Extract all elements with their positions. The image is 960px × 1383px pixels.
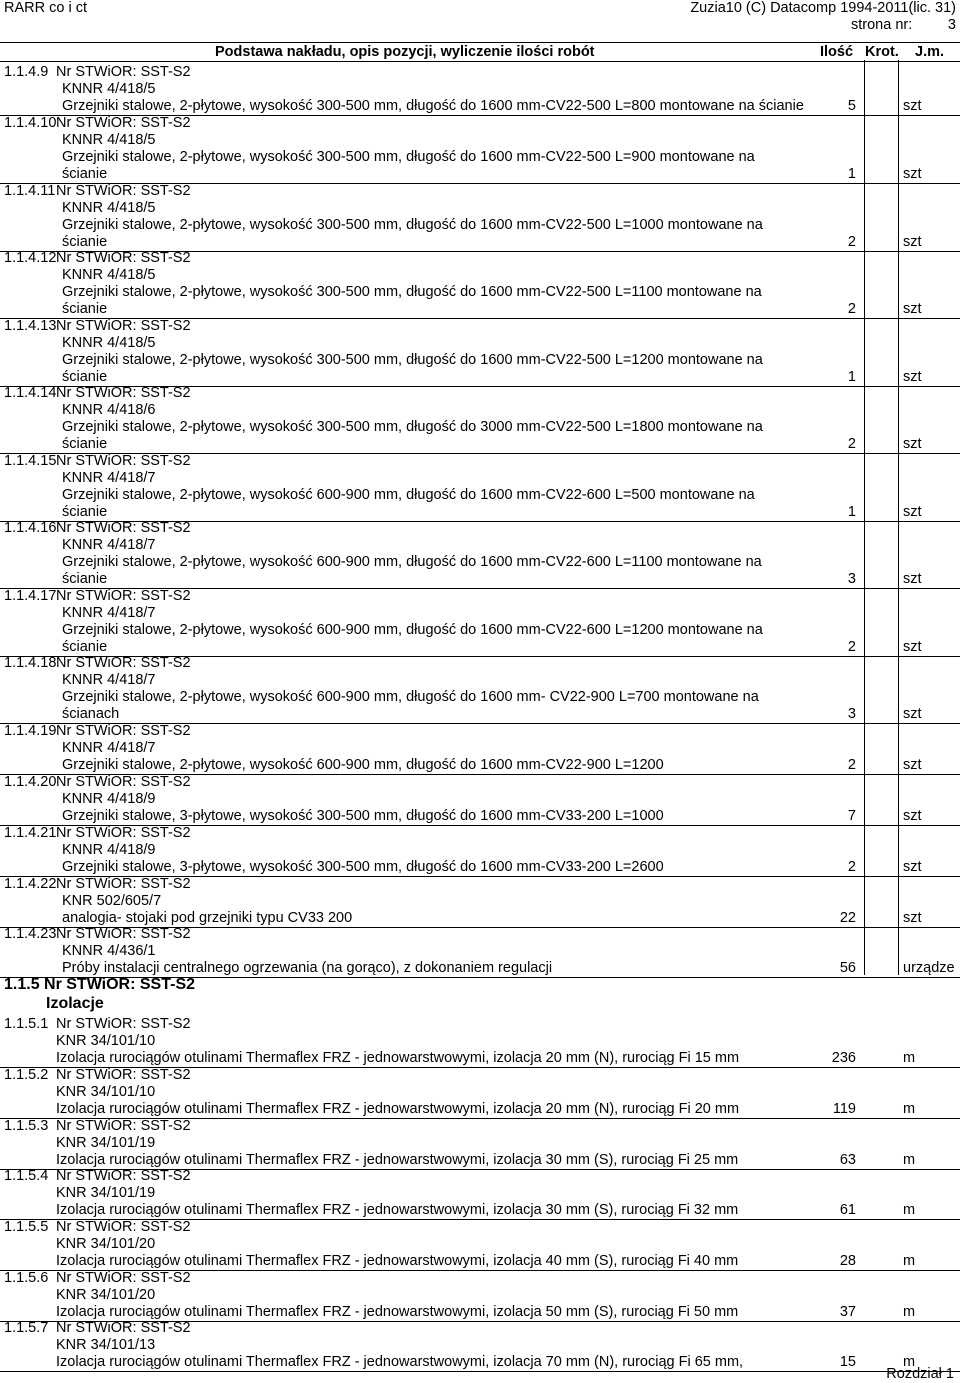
item-knr: KNNR 4/418/7 bbox=[62, 470, 156, 486]
column-divider bbox=[898, 60, 899, 975]
program-title: RARR co i ct bbox=[4, 0, 87, 16]
item-unit: szt bbox=[903, 234, 922, 250]
item-knr: KNR 34/101/10 bbox=[56, 1084, 156, 1100]
item-description: Izolacja rurociągów otulinami Thermaflex FRZ - jednowarstwowymi, izolacja 20 mm (N), rurociąg Fi 15 mm bbox=[56, 1050, 740, 1066]
item-description: Grzejniki stalowe, 2-płytowe, wysokość 600-900 mm, długość do 1600 mm-CV22-600 L=500 montowane na bbox=[62, 487, 755, 503]
item-knr: KNR 34/101/19 bbox=[56, 1135, 156, 1151]
item-description: Izolacja rurociągów otulinami Thermaflex FRZ - jednowarstwowymi, izolacja 40 mm (S), rurociąg Fi 40 mm bbox=[56, 1253, 739, 1269]
item-stwior: Nr STWiOR: SST-S2 bbox=[56, 723, 191, 739]
item-quantity: 56 bbox=[839, 960, 856, 976]
item-knr: KNNR 4/418/9 bbox=[62, 842, 156, 858]
chapter-footer: Rozdział 1 bbox=[886, 1366, 954, 1382]
item-knr: KNR 34/101/19 bbox=[56, 1185, 156, 1201]
item-position: 1.1.5.6 bbox=[4, 1270, 49, 1286]
item-description: Izolacja rurociągów otulinami Thermaflex FRZ - jednowarstwowymi, izolacja 20 mm (N), rurociąg Fi 20 mm bbox=[56, 1101, 740, 1117]
item-position: 1.1.4.17 bbox=[4, 588, 57, 604]
item-description: Grzejniki stalowe, 3-płytowe, wysokość 300-500 mm, długość do 1600 mm-CV33-200 L=2600 bbox=[62, 859, 664, 875]
item-unit: m bbox=[903, 1253, 916, 1269]
item-knr: KNR 34/101/10 bbox=[56, 1033, 156, 1049]
item-position: 1.1.4.12 bbox=[4, 250, 57, 266]
item-position: 1.1.5.3 bbox=[4, 1118, 49, 1134]
item-position: 1.1.5.5 bbox=[4, 1219, 49, 1235]
header-top-rule bbox=[0, 42, 960, 43]
item-position: 1.1.4.13 bbox=[4, 318, 57, 334]
item-knr: KNNR 4/418/5 bbox=[62, 335, 156, 351]
item-quantity: 2 bbox=[847, 859, 856, 875]
item-position: 1.1.4.21 bbox=[4, 825, 57, 841]
item-unit: szt bbox=[903, 571, 922, 587]
item-description: Próby instalacji centralnego ogrzewania (na gorąco), z dokonaniem regulacji bbox=[62, 960, 553, 976]
column-header-description: Podstawa nakładu, opis pozycji, wyliczenie ilości robót bbox=[215, 44, 595, 60]
item-unit: szt bbox=[903, 166, 922, 182]
item-knr: KNR 34/101/20 bbox=[56, 1236, 156, 1252]
item-description: Grzejniki stalowe, 2-płytowe, wysokość 300-500 mm, długość do 3000 mm-CV22-500 L=1800 montowane na bbox=[62, 419, 763, 435]
item-position: 1.1.4.23 bbox=[4, 926, 57, 942]
item-stwior: Nr STWiOR: SST-S2 bbox=[56, 774, 191, 790]
item-quantity: 28 bbox=[839, 1253, 856, 1269]
item-knr: KNNR 4/418/5 bbox=[62, 132, 156, 148]
item-stwior: Nr STWiOR: SST-S2 bbox=[56, 1270, 191, 1286]
item-position: 1.1.4.16 bbox=[4, 520, 57, 536]
item-quantity: 7 bbox=[847, 808, 856, 824]
item-position: 1.1.5.2 bbox=[4, 1067, 49, 1083]
item-unit: szt bbox=[903, 301, 922, 317]
item-knr: KNNR 4/418/7 bbox=[62, 605, 156, 621]
item-description: Grzejniki stalowe, 2-płytowe, wysokość 600-900 mm, długość do 1600 mm-CV22-600 L=1200 montowane na bbox=[62, 622, 763, 638]
item-stwior: Nr STWiOR: SST-S2 bbox=[56, 655, 191, 671]
item-position: 1.1.5.1 bbox=[4, 1016, 49, 1032]
item-description: Grzejniki stalowe, 2-płytowe, wysokość 300-500 mm, długość do 1600 mm-CV22-500 L=1100 montowane na bbox=[62, 284, 762, 300]
item-stwior: Nr STWiOR: SST-S2 bbox=[56, 318, 191, 334]
item-quantity: 1 bbox=[847, 369, 856, 385]
item-stwior: Nr STWiOR: SST-S2 bbox=[56, 1067, 191, 1083]
item-unit: szt bbox=[903, 910, 922, 926]
item-description: ścianie bbox=[62, 639, 108, 655]
item-knr: KNNR 4/418/5 bbox=[62, 200, 156, 216]
item-stwior: Nr STWiOR: SST-S2 bbox=[56, 1016, 191, 1032]
item-unit: szt bbox=[903, 706, 922, 722]
item-quantity: 236 bbox=[831, 1050, 856, 1066]
item-knr: KNNR 4/418/7 bbox=[62, 537, 156, 553]
item-stwior: Nr STWiOR: SST-S2 bbox=[56, 1320, 191, 1336]
item-quantity: 2 bbox=[847, 234, 856, 250]
item-quantity: 5 bbox=[847, 98, 856, 114]
item-quantity: 22 bbox=[839, 910, 856, 926]
item-stwior: Nr STWiOR: SST-S2 bbox=[56, 250, 191, 266]
item-unit: szt bbox=[903, 859, 922, 875]
item-quantity: 3 bbox=[847, 706, 856, 722]
item-position: 1.1.4.14 bbox=[4, 385, 57, 401]
item-knr: KNNR 4/418/9 bbox=[62, 791, 156, 807]
item-unit: urządze bbox=[903, 960, 955, 976]
item-quantity: 37 bbox=[839, 1304, 856, 1320]
item-description: Grzejniki stalowe, 2-płytowe, wysokość 300-500 mm, długość do 1600 mm-CV22-500 L=1000 montowane na bbox=[62, 217, 763, 233]
item-knr: KNNR 4/418/6 bbox=[62, 402, 156, 418]
item-stwior: Nr STWiOR: SST-S2 bbox=[56, 385, 191, 401]
item-description: ścianach bbox=[62, 706, 120, 722]
item-quantity: 61 bbox=[839, 1202, 856, 1218]
item-knr: KNNR 4/436/1 bbox=[62, 943, 156, 959]
item-quantity: 2 bbox=[847, 757, 856, 773]
item-position: 1.1.5.7 bbox=[4, 1320, 49, 1336]
item-knr: KNNR 4/418/5 bbox=[62, 81, 156, 97]
item-description: ścianie bbox=[62, 436, 108, 452]
item-unit: m bbox=[903, 1050, 916, 1066]
item-description: Grzejniki stalowe, 2-płytowe, wysokość 300-500 mm, długość do 1600 mm-CV22-500 L=1200 montowane na bbox=[62, 352, 763, 368]
item-unit: szt bbox=[903, 808, 922, 824]
item-stwior: Nr STWiOR: SST-S2 bbox=[56, 115, 191, 131]
item-unit: m bbox=[903, 1101, 916, 1117]
item-unit: szt bbox=[903, 369, 922, 385]
item-stwior: Nr STWiOR: SST-S2 bbox=[56, 1168, 191, 1184]
item-stwior: Nr STWiOR: SST-S2 bbox=[56, 64, 191, 80]
item-description: ścianie bbox=[62, 504, 108, 520]
item-unit: m bbox=[903, 1202, 916, 1218]
item-knr: KNR 34/101/20 bbox=[56, 1287, 156, 1303]
item-stwior: Nr STWiOR: SST-S2 bbox=[56, 183, 191, 199]
item-quantity: 15 bbox=[839, 1354, 856, 1370]
item-position: 1.1.4.10 bbox=[4, 115, 57, 131]
item-quantity: 2 bbox=[847, 436, 856, 452]
item-description: Grzejniki stalowe, 2-płytowe, wysokość 300-500 mm, długość do 1600 mm-CV22-500 L=900 montowane na bbox=[62, 149, 755, 165]
item-quantity: 2 bbox=[847, 301, 856, 317]
item-knr: KNR 34/101/13 bbox=[56, 1337, 156, 1353]
item-unit: m bbox=[903, 1152, 916, 1168]
page-number-label: strona nr: bbox=[851, 17, 913, 33]
item-description: analogia- stojaki pod grzejniki typu CV33 200 bbox=[62, 910, 353, 926]
item-unit: szt bbox=[903, 98, 922, 114]
item-knr: KNNR 4/418/7 bbox=[62, 740, 156, 756]
item-description: ścianie bbox=[62, 166, 108, 182]
item-knr: KNNR 4/418/5 bbox=[62, 267, 156, 283]
item-stwior: Nr STWiOR: SST-S2 bbox=[56, 1118, 191, 1134]
item-description: Izolacja rurociągów otulinami Thermaflex FRZ - jednowarstwowymi, izolacja 30 mm (S), rurociąg Fi 25 mm bbox=[56, 1152, 739, 1168]
item-position: 1.1.5.4 bbox=[4, 1168, 49, 1184]
license-info: Zuzia10 (C) Datacomp 1994-2011(lic. 31) bbox=[690, 0, 956, 16]
item-position: 1.1.4.18 bbox=[4, 655, 57, 671]
item-unit: m bbox=[903, 1304, 916, 1320]
item-description: Grzejniki stalowe, 2-płytowe, wysokość 300-500 mm, długość do 1600 mm-CV22-500 L=800 montowane na ścianie bbox=[62, 98, 804, 114]
item-knr: KNNR 4/418/7 bbox=[62, 672, 156, 688]
item-description: ścianie bbox=[62, 234, 108, 250]
item-quantity: 1 bbox=[847, 166, 856, 182]
item-position: 1.1.4.9 bbox=[4, 64, 49, 80]
page-number: 3 bbox=[947, 17, 956, 33]
item-position: 1.1.4.20 bbox=[4, 774, 57, 790]
item-stwior: Nr STWiOR: SST-S2 bbox=[56, 520, 191, 536]
item-quantity: 63 bbox=[839, 1152, 856, 1168]
column-header-qty: Ilość bbox=[820, 44, 854, 60]
column-header-krot: Krot. bbox=[865, 44, 899, 60]
column-header-unit: J.m. bbox=[915, 44, 945, 60]
item-knr: KNR 502/605/7 bbox=[62, 893, 162, 909]
item-stwior: Nr STWiOR: SST-S2 bbox=[56, 876, 191, 892]
item-description: Izolacja rurociągów otulinami Thermaflex FRZ - jednowarstwowymi, izolacja 30 mm (S), rurociąg Fi 32 mm bbox=[56, 1202, 739, 1218]
item-description: ścianie bbox=[62, 571, 108, 587]
item-stwior: Nr STWiOR: SST-S2 bbox=[56, 588, 191, 604]
item-stwior: Nr STWiOR: SST-S2 bbox=[56, 825, 191, 841]
item-description: Izolacja rurociągów otulinami Thermaflex FRZ - jednowarstwowymi, izolacja 70 mm (N), rurociąg Fi 65 mm, bbox=[56, 1354, 744, 1370]
item-unit: szt bbox=[903, 504, 922, 520]
column-divider bbox=[864, 60, 865, 975]
item-description: Grzejniki stalowe, 2-płytowe, wysokość 600-900 mm, długość do 1600 mm-CV22-600 L=1100 montowane na bbox=[62, 554, 762, 570]
item-quantity: 119 bbox=[832, 1101, 856, 1117]
item-quantity: 2 bbox=[847, 639, 856, 655]
item-unit: m bbox=[903, 1354, 916, 1370]
item-description: ścianie bbox=[62, 369, 108, 385]
item-description: Grzejniki stalowe, 2-płytowe, wysokość 600-900 mm, długość do 1600 mm- CV22-900 L=700 montowane na bbox=[62, 689, 759, 705]
item-description: Grzejniki stalowe, 3-płytowe, wysokość 300-500 mm, długość do 1600 mm-CV33-200 L=1000 bbox=[62, 808, 664, 824]
item-unit: szt bbox=[903, 436, 922, 452]
item-quantity: 1 bbox=[847, 504, 856, 520]
item-description: ścianie bbox=[62, 301, 108, 317]
item-stwior: Nr STWiOR: SST-S2 bbox=[56, 1219, 191, 1235]
item-position: 1.1.4.11 bbox=[4, 183, 56, 199]
item-description: Grzejniki stalowe, 2-płytowe, wysokość 600-900 mm, długość do 1600 mm-CV22-900 L=1200 bbox=[62, 757, 664, 773]
section-heading: 1.1.5 Nr STWiOR: SST-S2 bbox=[4, 976, 196, 993]
item-position: 1.1.4.22 bbox=[4, 876, 57, 892]
section-title: Izolacje bbox=[46, 995, 104, 1012]
item-unit: szt bbox=[903, 757, 922, 773]
row-rule bbox=[0, 1371, 960, 1372]
item-description: Izolacja rurociągów otulinami Thermaflex FRZ - jednowarstwowymi, izolacja 50 mm (S), rurociąg Fi 50 mm bbox=[56, 1304, 739, 1320]
item-stwior: Nr STWiOR: SST-S2 bbox=[56, 453, 191, 469]
item-quantity: 3 bbox=[847, 571, 856, 587]
item-unit: szt bbox=[903, 639, 922, 655]
header-bottom-rule bbox=[0, 61, 960, 62]
item-position: 1.1.4.19 bbox=[4, 723, 57, 739]
item-position: 1.1.4.15 bbox=[4, 453, 57, 469]
item-stwior: Nr STWiOR: SST-S2 bbox=[56, 926, 191, 942]
